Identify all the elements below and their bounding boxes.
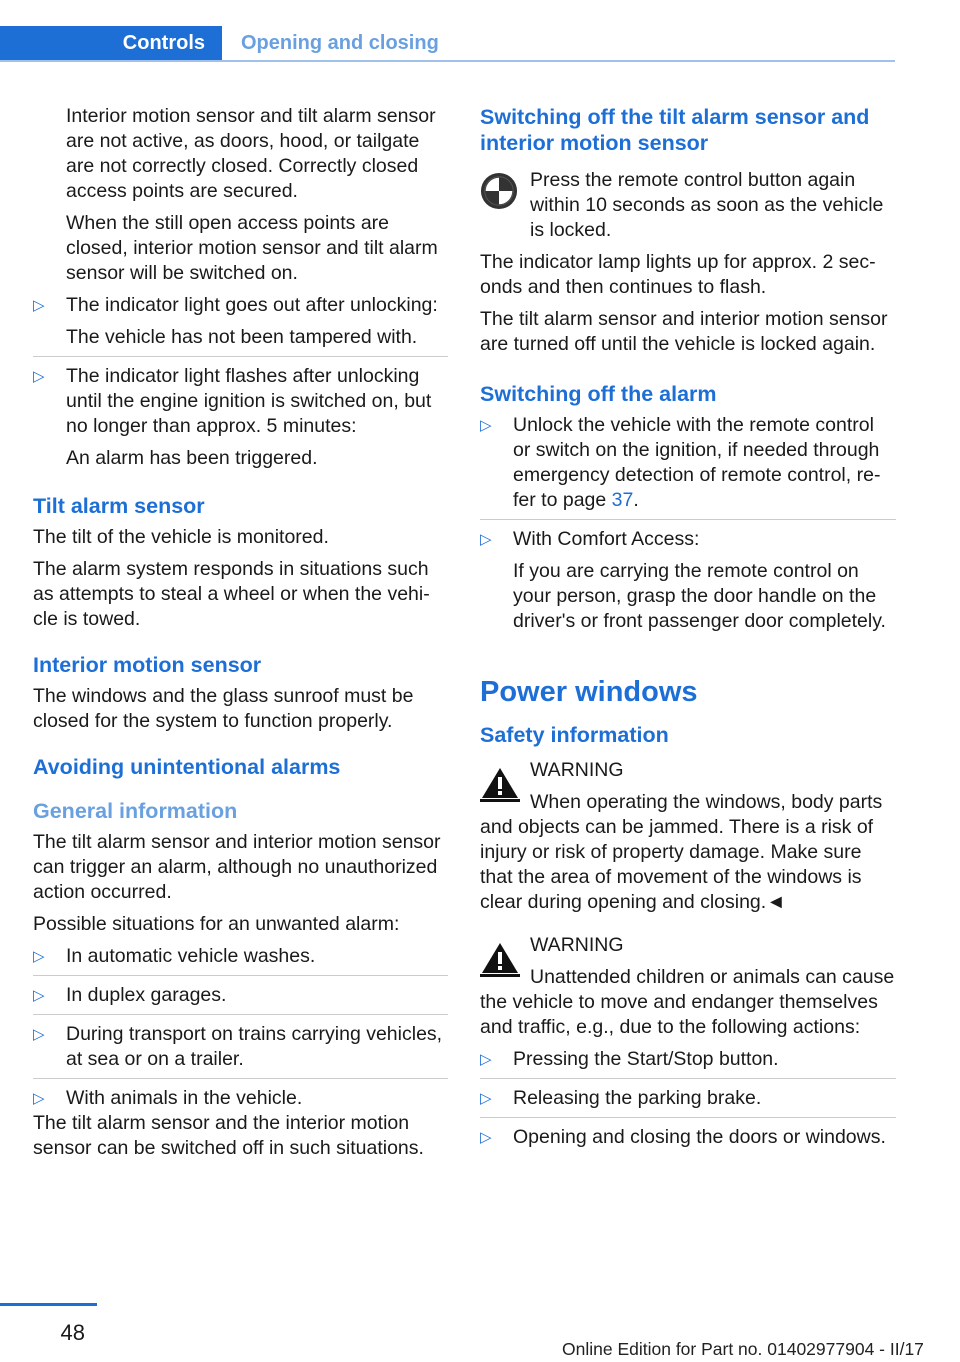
tab-opening-and-closing[interactable]	[241, 26, 439, 60]
list-item	[33, 1086, 448, 1111]
warning-triangle-icon	[480, 941, 520, 977]
paragraph: The tilt alarm sensor and the interior motion sensor can be switched off in such situations.	[33, 1112, 424, 1159]
left-column	[33, 104, 448, 1168]
list-item	[480, 1086, 896, 1118]
paragraph: Press the remote control button again within 10 seconds as soon as the vehicle is locked.	[530, 169, 884, 241]
tab-controls-label: Controls	[122, 31, 205, 54]
list-item	[33, 944, 448, 976]
page-reference-link[interactable]: 37	[611, 489, 634, 511]
heading-tilt-alarm: Tilt alarm sensor	[33, 494, 205, 518]
page-number-rule	[0, 1303, 97, 1306]
warning-title: WARNING	[530, 934, 624, 956]
list-item-text: Unlock the vehicle with the remote control or switch on the ignition, if needed through emergency detection of remote control, refer to page	[513, 414, 881, 511]
triangle-bullet-icon: ▷	[33, 368, 45, 385]
header-divider	[0, 60, 895, 62]
triangle-bullet-icon: ▷	[480, 1129, 492, 1146]
paragraph: When the still open access points are closed, interior motion sensor and tilt alarm sensor will be switched on.	[66, 212, 438, 284]
paragraph: The windows and the glass sunroof must be closed for the system to function properly.	[33, 685, 414, 732]
list-item	[33, 1022, 448, 1079]
triangle-bullet-icon: ▷	[480, 1090, 492, 1107]
triangle-bullet-icon: ▷	[33, 1090, 45, 1107]
remote-button-instruction	[480, 168, 896, 243]
heading-interior-motion: Interior motion sensor	[33, 653, 262, 677]
list-item	[33, 983, 448, 1015]
paragraph: The tilt alarm sensor and interior motion sensor can trigger an alarm, although no unauthorized action occurred.	[33, 831, 441, 903]
list-item-text: In automatic vehicle washes.	[66, 945, 316, 967]
actions-list	[480, 1047, 896, 1156]
heading-switching-off-sensors: Switching off the tilt alarm sensor and interior motion sensor	[480, 105, 870, 155]
triangle-bullet-icon: ▷	[480, 417, 492, 434]
list-item	[480, 1125, 896, 1156]
list-item	[480, 413, 896, 520]
warning-block	[480, 933, 896, 1040]
tab-opening-label: Opening and closing	[241, 31, 439, 54]
unwanted-alarm-list	[33, 944, 448, 1111]
list-item-subtext: If you are carrying the remote control on your person, grasp the door handle on the driver's or front passenger door completely.	[513, 560, 886, 632]
paragraph: The tilt alarm sensor and interior motion sensor are turned off until the vehicle is locked again.	[480, 308, 888, 355]
triangle-bullet-icon: ▷	[33, 297, 45, 314]
heading-power-windows: Power windows	[480, 676, 698, 708]
list-item-text: Opening and closing the doors or windows.	[513, 1126, 886, 1148]
page-number-text: 48	[60, 1320, 85, 1345]
warning-block	[480, 758, 896, 915]
heading-avoiding-alarms: Avoiding unintentional alarms	[33, 755, 341, 779]
paragraph: The tilt of the vehicle is monitored.	[33, 526, 329, 548]
list-item-text: During transport on trains carrying vehicles, at sea or on a trailer.	[66, 1023, 443, 1070]
warning-text: Unattended children or animals can cause the vehicle to move and endanger themselves and traffic, e.g., due to the following actions:	[480, 966, 895, 1038]
remote-control-button-icon	[480, 172, 518, 210]
list-item-text: The indicator light goes out after unlocking:	[66, 294, 438, 316]
paragraph: The indicator lamp lights up for approx. 2 seconds and then continues to flash.	[480, 251, 876, 298]
warning-text: When operating the windows, body parts and objects can be jammed. There is a risk of injury or risk of property damage. Make sure that the area of movement of the windows is clear during opening and closing.◄	[480, 791, 883, 913]
page-number	[0, 1303, 97, 1345]
list-item-text: With animals in the vehicle.	[66, 1087, 303, 1109]
heading-switching-off-alarm: Switching off the alarm	[480, 382, 717, 406]
triangle-bullet-icon: ▷	[33, 1026, 45, 1043]
list-item-subtext: An alarm has been triggered.	[66, 447, 318, 469]
paragraph: Interior motion sensor and tilt alarm sensor are not active, as doors, hood, or tailgate are not correctly closed. Correctly closed access points are secured.	[66, 105, 436, 202]
triangle-bullet-icon: ▷	[480, 531, 492, 548]
list-item	[480, 1047, 896, 1079]
status-list	[33, 293, 448, 477]
alarm-off-list	[480, 413, 896, 640]
list-item-text: Pressing the Start/Stop button.	[513, 1048, 779, 1070]
triangle-bullet-icon: ▷	[33, 948, 45, 965]
edition-footer: Online Edition for Part no. 01402977904 - II/17	[562, 1339, 924, 1359]
list-item	[33, 364, 448, 477]
list-item	[33, 293, 448, 357]
paragraph: The alarm system responds in situations such as attempts to steal a wheel or when the vehicle is towed.	[33, 558, 430, 630]
paragraph: Possible situations for an unwanted alarm:	[33, 913, 400, 935]
list-item-text: Releasing the parking brake.	[513, 1087, 762, 1109]
list-item-text: The indicator light flashes after unlocking until the engine ignition is switched on, but no longer than approx. 5 minutes:	[66, 365, 432, 437]
list-item-subtext: The vehicle has not been tampered with.	[66, 326, 418, 348]
warning-triangle-icon	[480, 766, 520, 802]
list-item	[480, 527, 896, 640]
heading-safety-information: Safety information	[480, 723, 669, 747]
triangle-bullet-icon: ▷	[480, 1051, 492, 1068]
list-item-text: In duplex garages.	[66, 984, 227, 1006]
triangle-bullet-icon: ▷	[33, 987, 45, 1004]
warning-title: WARNING	[530, 759, 624, 781]
tab-controls[interactable]	[0, 26, 222, 60]
list-item-text: With Comfort Access:	[513, 528, 700, 550]
list-item-text-end: .	[633, 489, 639, 511]
right-column	[480, 104, 896, 1163]
heading-general-information: General information	[33, 799, 238, 823]
header-tabs	[0, 26, 895, 62]
